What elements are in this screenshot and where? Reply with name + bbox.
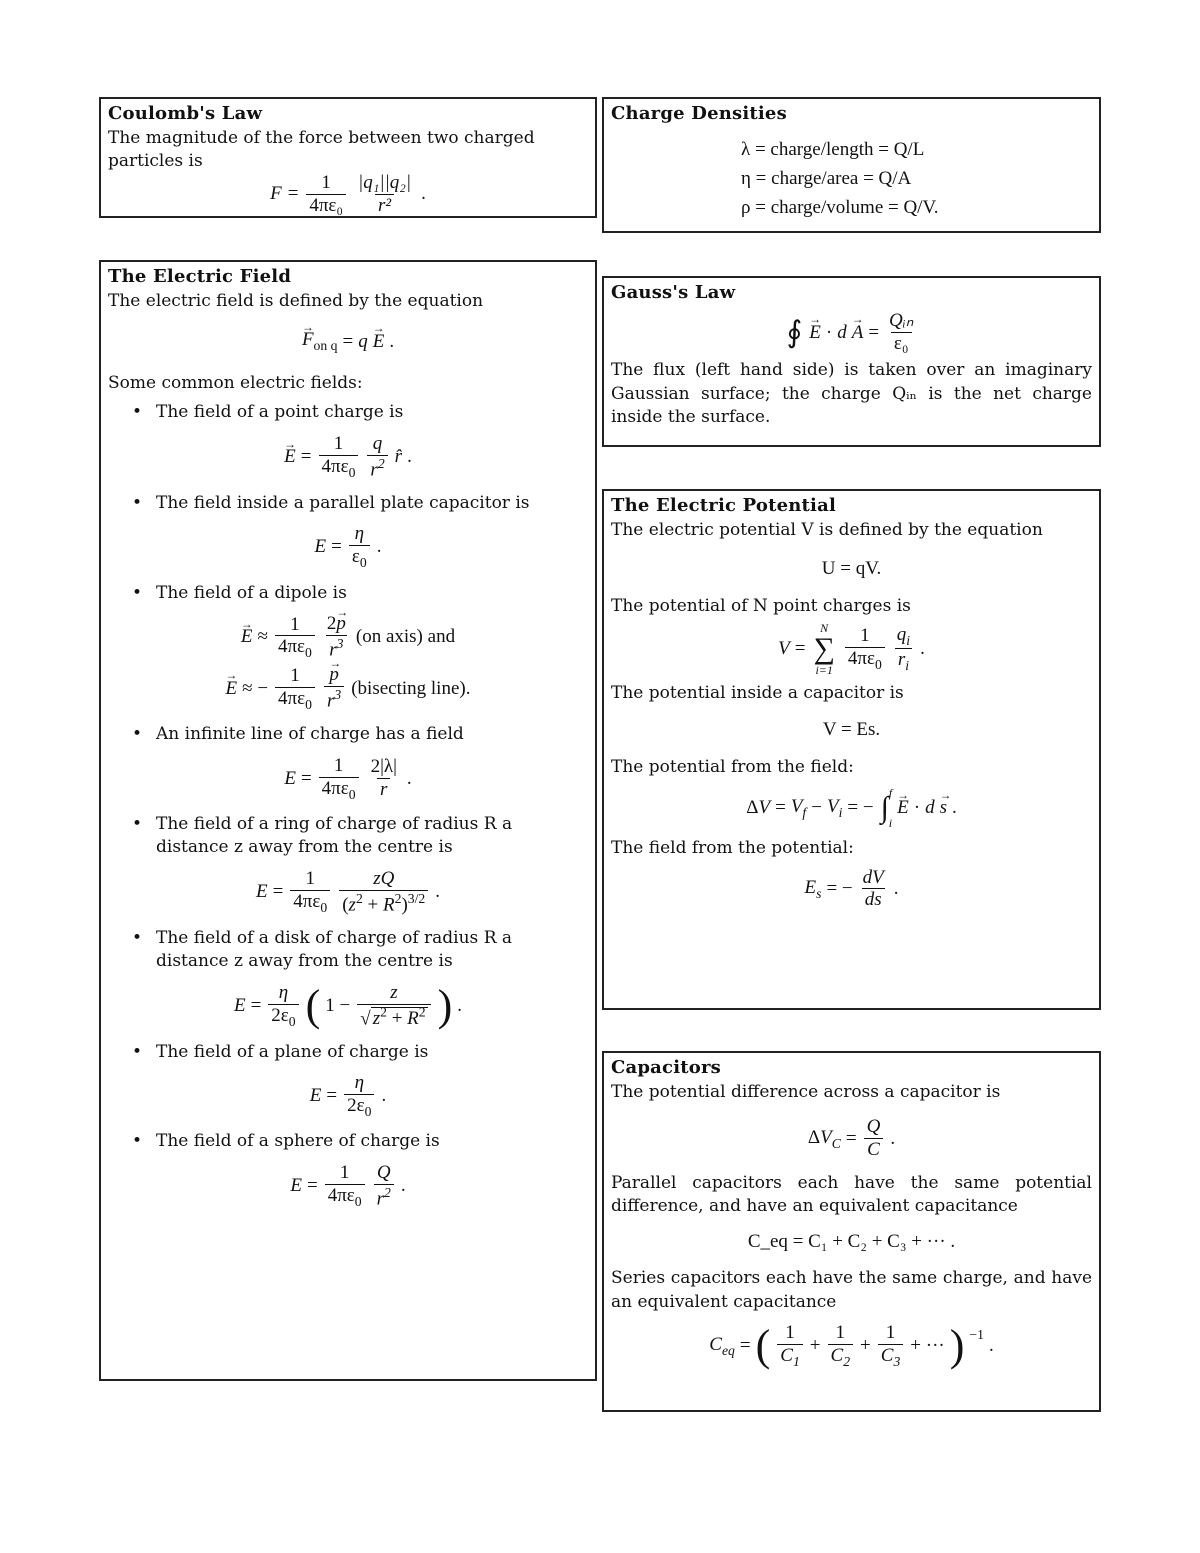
common-fields-text: Some common electric fields: (108, 372, 363, 393)
common-fields-list (108, 401, 588, 1211)
capacitor-potential-text: The potential inside a capacitor is (611, 682, 904, 703)
potential-definition-equation: U = qV. (821, 558, 882, 580)
coulombs-law-box (99, 97, 597, 218)
coulombs-law-equation: F = $\frac{1}{\text{4πε₀}}$ $\frac{\text{|q₁||q₂|}}{\text{r²}}$ . (270, 171, 426, 216)
gauss-law-text: The flux (left hand side) is taken over an imaginary Gaussian surface; the charge Qᵢₙ is the net charge inside the surface. (611, 360, 1092, 428)
list-item: • The field inside a parallel plate capacitor is E = $\frac{\eta}{\varepsilon_0}$ . (132, 493, 530, 571)
gauss-law-equation: ∮ → E · d → A = $\frac{\text{Qᵢₙ}}{\text{ε₀}}$ (611, 310, 1092, 356)
linear-density: λ = charge/length = Q/L (741, 138, 925, 160)
parallel-capacitance-equation: C_eq = C₁ + C₂ + C₃ + ··· . (747, 1230, 956, 1252)
list-item: • The field of a point charge is → E = $\frac{1}{4\pi\varepsilon_0}$ $\frac{q}{r^2}$ r̂ . (108, 401, 588, 482)
capacitors-intro: The potential difference across a capacitor is (611, 1081, 1001, 1102)
electric-potential-intro: The electric potential V is defined by the equation (611, 519, 1043, 540)
surface-density: η = charge/area = Q/A (741, 167, 912, 189)
electric-field-box (99, 260, 597, 1381)
series-capacitors-text: Series capacitors each have the same charge, and have an equivalent capacitance (611, 1268, 1092, 1312)
coulombs-law-title: Coulomb's Law (108, 103, 263, 124)
list-item: • An infinite line of charge has a field E = $\frac{1}{4\pi\varepsilon_0}$ $\frac{2|\lambda|}{r}$ . (132, 724, 464, 802)
list-item: • The field of a ring of charge of radius R a distance z away from the centre is E = $\frac{1}{4\pi\varepsilon_0}$ $\frac{zQ}{(z^2 + R^2)^{3/2}}$ . (132, 813, 513, 916)
field-definition-equation: → $F_{on q}$ = q → E . (108, 327, 588, 356)
electric-potential-title: The Electric Potential (611, 495, 836, 516)
field-from-potential-equation: $E_s$ = − $\frac{dV}{ds}$ . (804, 866, 899, 911)
parallel-capacitors-text: Parallel capacitors each have the same potential difference, and have an equivalent capacitance (611, 1172, 1092, 1217)
list-item: • The field of a plane of charge is E = $\frac{\eta}{2\varepsilon_0}$ . (132, 1041, 429, 1119)
list-item: • The field of a sphere of charge is E = $\frac{1}{4\pi\varepsilon_0}$ $\frac{Q}{r^2}$ . (132, 1131, 440, 1210)
potential-from-field-text: The potential from the field: (611, 756, 854, 777)
electric-field-intro: The electric field is defined by the equation (108, 290, 484, 311)
charge-densities-equations (611, 135, 1092, 222)
list-item: • The field of a disk of charge of radius R a distance z away from the centre is E = $\frac{\eta}{2\varepsilon_0}$ ( 1 − $\frac{z}{√ z^2 + R^2}$ ) . (132, 927, 513, 1031)
gauss-law-box (602, 276, 1101, 447)
potential-from-field-equation: ΔV = $V_f$ − $V_i$ = − ∫ f i → E · d → s . (611, 785, 1092, 831)
capacitor-potential-equation: V = Es. (822, 719, 881, 741)
coulombs-law-text: The magnitude of the force between two charged particles is (108, 127, 535, 172)
volume-density: ρ = charge/volume = Q/V. (741, 196, 939, 218)
charge-densities-box (602, 97, 1101, 233)
n-point-charges-equation: V = N ∑ i=1 $\frac{1}{4\pi\varepsilon_0}$ $\frac{q_i}{r_i}$ . (778, 620, 925, 677)
electric-potential-box (602, 489, 1101, 1010)
n-point-charges-text: The potential of N point charges is (611, 595, 911, 616)
capacitor-voltage-equation: $\Delta V_C$ = $\frac{Q}{C}$ . (807, 1116, 896, 1161)
charge-densities-title: Charge Densities (611, 103, 787, 124)
capacitors-title: Capacitors (611, 1057, 721, 1078)
electric-field-title: The Electric Field (108, 266, 292, 287)
capacitors-box (602, 1051, 1101, 1412)
field-from-potential-text: The field from the potential: (611, 838, 854, 859)
series-capacitance-equation: $C_{eq}$ = ( $\frac{1}{C_1}$ + $\frac{1}{C_2}$ + $\frac{1}{C_3}$ + ··· ) −1 . (709, 1320, 994, 1370)
gauss-law-title: Gauss's Law (611, 282, 736, 303)
list-item: • The field of a dipole is → E ≈ $\frac{1}{4\pi\varepsilon_0}$ $\frac{2\to p}{r^3}$ (on axis) and → E ≈ − $\frac{1}{4\pi\varepsilon_0}$ → $\frac{p}{r^3}$ (bisecting line). (108, 582, 588, 714)
